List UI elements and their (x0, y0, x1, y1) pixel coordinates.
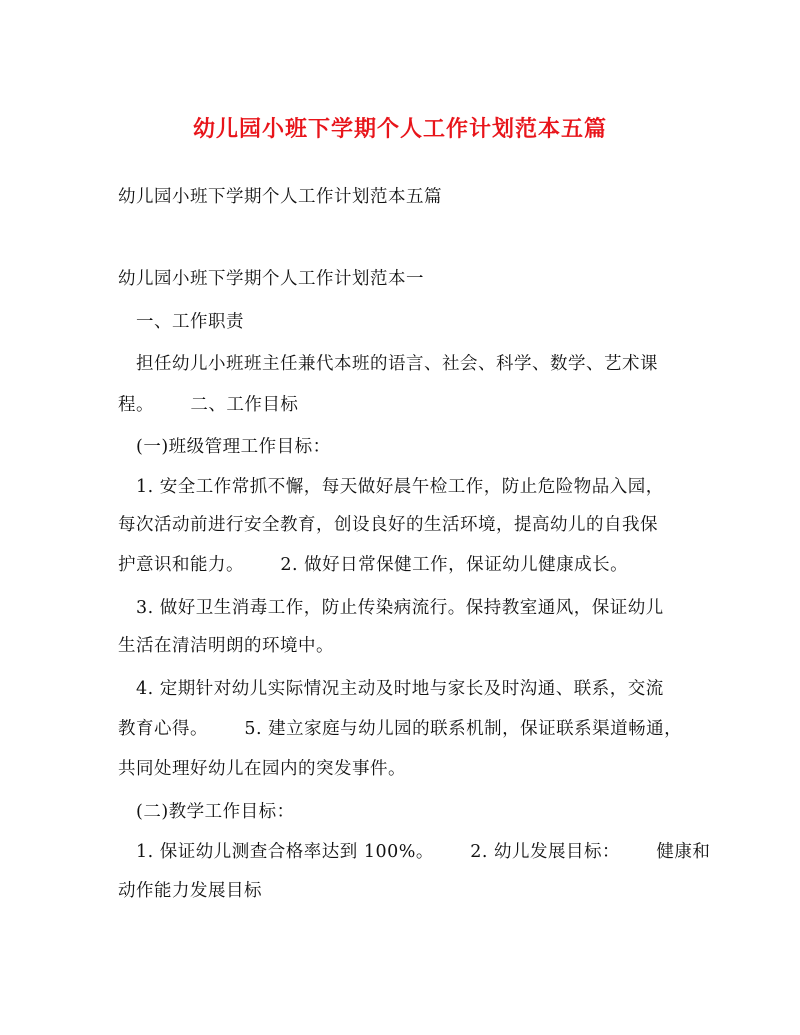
body-line: (二)教学工作目标： (136, 802, 295, 822)
body-line: 1. 安全工作常抓不懈，每天做好晨午检工作，防止危险物品入园， (136, 477, 664, 497)
document-title: 幼儿园小班下学期个人工作计划范本五篇 (192, 116, 607, 142)
subtitle-line: 幼儿园小班下学期个人工作计划范本五篇 (118, 187, 442, 207)
body-line: 生活在清洁明朗的环境中。 (118, 636, 334, 656)
body-line: 4. 定期针对幼儿实际情况主动及时地与家长及时沟通、联系，交流 (136, 679, 664, 699)
body-line: 担任幼儿小班班主任兼代本班的语言、社会、科学、数学、艺术课 (136, 354, 658, 374)
section-heading: 幼儿园小班下学期个人工作计划范本一 (118, 269, 424, 289)
body-line: 1. 保证幼儿测查合格率达到 100%。 2. 幼儿发展目标： 健康和 (136, 842, 711, 862)
body-line: 程。 二、工作目标 (118, 395, 299, 415)
body-line: 一、工作职责 (136, 312, 244, 332)
body-line: 动作能力发展目标 (118, 881, 262, 901)
body-line: 教育心得。 5. 建立家庭与幼儿园的联系机制，保证联系渠道畅通， (118, 719, 683, 739)
body-line: 3. 做好卫生消毒工作，防止传染病流行。保持教室通风，保证幼儿 (136, 598, 664, 618)
body-line: 每次活动前进行安全教育，创设良好的生活环境，提高幼儿的自我保 (118, 515, 658, 535)
body-line: 护意识和能力。 2. 做好日常保健工作，保证幼儿健康成长。 (118, 555, 629, 575)
body-line: (一)班级管理工作目标： (136, 437, 331, 457)
body-line: 共同处理好幼儿在园内的突发事件。 (118, 759, 406, 779)
